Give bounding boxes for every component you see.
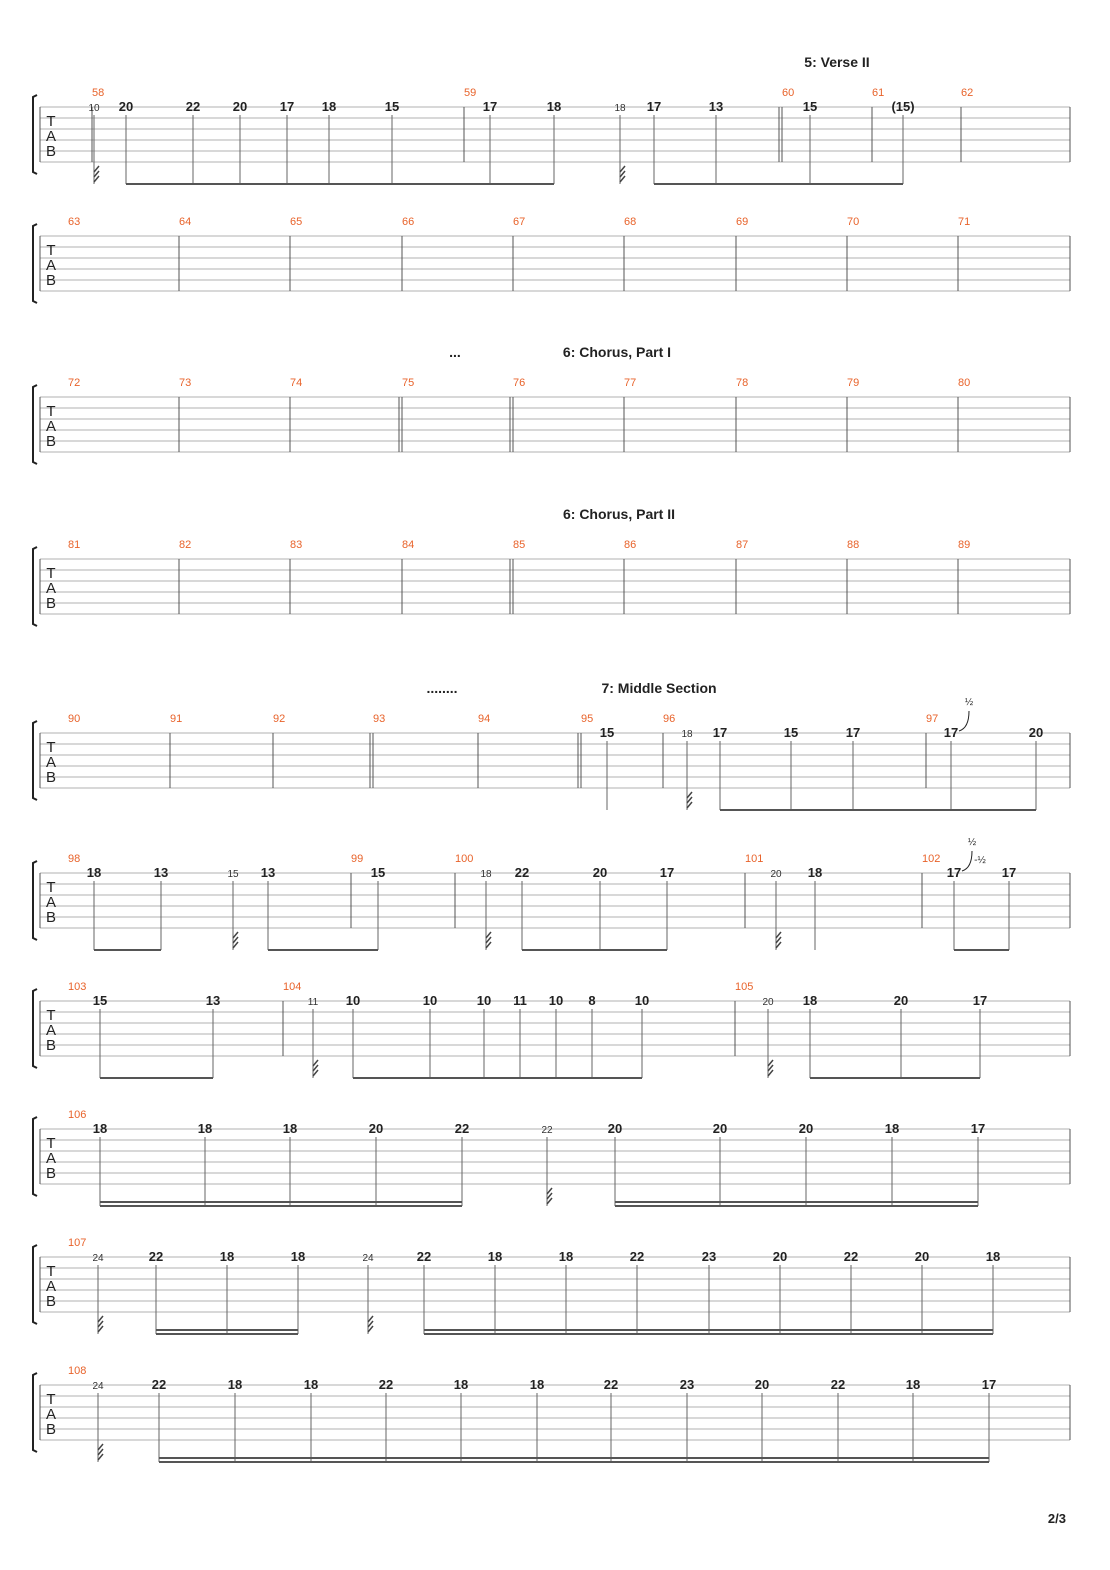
tab-clef-letter: A: [45, 1406, 57, 1423]
bend-arrow: [962, 851, 972, 871]
note-fret: 17: [279, 99, 295, 114]
note-fret: 22: [148, 1249, 164, 1264]
note-fret: 22: [378, 1377, 394, 1392]
tab-system: [33, 1365, 1070, 1462]
measure-number: 80: [958, 377, 971, 389]
grace-note-fret: 24: [92, 1381, 104, 1392]
note-fret: 17: [981, 1377, 997, 1392]
measure-number: 87: [736, 539, 749, 551]
grace-note-fret: 18: [681, 729, 693, 740]
measure-number: 79: [847, 377, 860, 389]
note-fret: 18: [227, 1377, 243, 1392]
tab-clef-letter: T: [46, 739, 56, 756]
note-fret: 22: [843, 1249, 859, 1264]
system-bracket: [33, 224, 37, 303]
measure-number: 89: [958, 539, 971, 551]
measure-number: 101: [745, 853, 764, 865]
tab-system: [33, 539, 1070, 626]
note-fret: 15: [92, 993, 108, 1008]
tab-clef-letter: A: [45, 894, 57, 911]
measure-number: 69: [736, 216, 749, 228]
measure-number: 77: [624, 377, 637, 389]
section-marker: 6: Chorus, Part I: [562, 344, 672, 360]
note-fret: 20: [893, 993, 909, 1008]
note-fret: 23: [679, 1377, 695, 1392]
note-fret: 15: [384, 99, 400, 114]
tab-clef-letter: T: [46, 565, 56, 582]
note-fret: 22: [629, 1249, 645, 1264]
grace-note-fret: 20: [762, 997, 774, 1008]
note-fret: 18: [487, 1249, 503, 1264]
tab-clef-letter: T: [46, 879, 56, 896]
note-fret: 20: [232, 99, 248, 114]
note-fret: (15): [891, 99, 915, 114]
note-fret: 17: [482, 99, 498, 114]
measure-number: 84: [402, 539, 415, 551]
note-fret: 10: [345, 993, 361, 1008]
grace-note-fret: 11: [307, 997, 319, 1008]
measure-number: 85: [513, 539, 526, 551]
measure-number: 82: [179, 539, 192, 551]
measure-number: 78: [736, 377, 749, 389]
tab-system: [33, 697, 1070, 810]
tab-system: [33, 87, 1070, 184]
note-fret: 10: [422, 993, 438, 1008]
note-fret: 18: [303, 1377, 319, 1392]
tab-clef-letter: A: [45, 418, 57, 435]
tab-clef-letter: A: [45, 1150, 57, 1167]
note-fret: 18: [884, 1121, 900, 1136]
measure-number: 74: [290, 377, 303, 389]
measure-number: 62: [961, 87, 974, 99]
measure-number: 90: [68, 713, 81, 725]
note-fret: 8: [588, 993, 596, 1008]
measure-number: 105: [735, 981, 754, 993]
measure-number: 94: [478, 713, 491, 725]
tab-clef-letter: B: [45, 143, 57, 160]
note-fret: 18: [219, 1249, 235, 1264]
tab-system: [33, 216, 1070, 303]
measure-number: 96: [663, 713, 676, 725]
note-fret: 23: [701, 1249, 717, 1264]
note-fret: 15: [599, 725, 615, 740]
bend-arrow: [959, 711, 969, 731]
note-fret: 15: [783, 725, 799, 740]
section-marker: 7: Middle Section: [601, 680, 717, 696]
tab-system: [33, 1237, 1070, 1334]
measure-number: 72: [68, 377, 81, 389]
note-fret: 18: [802, 993, 818, 1008]
note-fret: 18: [282, 1121, 298, 1136]
systems-layer: [33, 54, 1070, 1462]
note-fret: 18: [197, 1121, 213, 1136]
note-fret: 18: [905, 1377, 921, 1392]
grace-note-fret: 24: [92, 1253, 104, 1264]
note-fret: 17: [646, 99, 662, 114]
tab-clef-letter: T: [46, 1007, 56, 1024]
note-fret: 20: [754, 1377, 770, 1392]
tab-clef-letter: B: [45, 272, 57, 289]
note-fret: 20: [607, 1121, 623, 1136]
release-amount: -½: [974, 855, 986, 866]
system-bracket: [33, 547, 37, 626]
tab-system: [33, 377, 1070, 464]
measure-number: 92: [273, 713, 286, 725]
note-fret: 20: [798, 1121, 814, 1136]
note-fret: 17: [845, 725, 861, 740]
note-fret: 15: [370, 865, 386, 880]
tab-system: [33, 1109, 1070, 1206]
note-fret: 15: [802, 99, 818, 114]
note-fret: 13: [708, 99, 724, 114]
note-fret: 18: [92, 1121, 108, 1136]
measure-number: 99: [351, 853, 364, 865]
measure-number: 103: [68, 981, 87, 993]
page-number: 2/3: [1047, 1511, 1066, 1526]
tab-clef-letter: B: [45, 595, 57, 612]
note-fret: 10: [634, 993, 650, 1008]
bend-amount: ½: [967, 837, 977, 848]
grace-note-fret: 24: [362, 1253, 374, 1264]
system-bracket: [33, 1373, 37, 1452]
note-fret: 13: [205, 993, 221, 1008]
note-fret: 18: [546, 99, 562, 114]
tab-clef-letter: B: [45, 1165, 57, 1182]
system-bracket: [33, 989, 37, 1068]
measure-number: 91: [170, 713, 183, 725]
tab-clef-letter: A: [45, 128, 57, 145]
note-fret: 17: [943, 725, 959, 740]
system-bracket: [33, 1245, 37, 1324]
tab-clef-letter: T: [46, 1263, 56, 1280]
note-fret: 13: [260, 865, 276, 880]
measure-number: 76: [513, 377, 526, 389]
tab-clef-letter: B: [45, 909, 57, 926]
note-fret: 17: [970, 1121, 986, 1136]
note-fret: 20: [1028, 725, 1044, 740]
tab-clef-letter: A: [45, 754, 57, 771]
note-fret: 10: [476, 993, 492, 1008]
measure-number: 65: [290, 216, 303, 228]
measure-number: 107: [68, 1237, 87, 1249]
tab-clef-letter: A: [45, 1278, 57, 1295]
tab-clef-letter: B: [45, 769, 57, 786]
note-fret: 18: [453, 1377, 469, 1392]
tab-clef-letter: A: [45, 580, 57, 597]
note-fret: 20: [592, 865, 608, 880]
note-fret: 17: [972, 993, 988, 1008]
section-marker: ........: [426, 680, 458, 696]
note-fret: 18: [807, 865, 823, 880]
tab-clef-letter: A: [45, 1022, 57, 1039]
system-bracket: [33, 1117, 37, 1196]
measure-number: 67: [513, 216, 526, 228]
note-fret: 22: [416, 1249, 432, 1264]
measure-number: 95: [581, 713, 594, 725]
note-fret: 18: [321, 99, 337, 114]
measure-number: 97: [926, 713, 939, 725]
measure-number: 60: [782, 87, 795, 99]
note-fret: 22: [830, 1377, 846, 1392]
measure-number: 59: [464, 87, 477, 99]
measure-number: 104: [283, 981, 302, 993]
note-fret: 11: [513, 993, 527, 1008]
measure-number: 70: [847, 216, 860, 228]
note-fret: 18: [86, 865, 102, 880]
note-fret: 22: [454, 1121, 470, 1136]
tab-clef-letter: T: [46, 1135, 56, 1152]
note-fret: 20: [914, 1249, 930, 1264]
measure-number: 71: [958, 216, 971, 228]
grace-note-fret: 10: [88, 103, 100, 114]
note-fret: 10: [548, 993, 564, 1008]
measure-number: 64: [179, 216, 192, 228]
measure-number: 61: [872, 87, 885, 99]
bend-amount: ½: [964, 697, 974, 708]
measure-number: 100: [455, 853, 474, 865]
measure-number: 102: [922, 853, 941, 865]
tab-clef-letter: B: [45, 433, 57, 450]
note-fret: 17: [712, 725, 728, 740]
note-fret: 18: [985, 1249, 1001, 1264]
measure-number: 81: [68, 539, 81, 551]
tab-clef-letter: T: [46, 403, 56, 420]
system-bracket: [33, 385, 37, 464]
note-fret: 22: [151, 1377, 167, 1392]
tab-clef-letter: B: [45, 1037, 57, 1054]
measure-number: 86: [624, 539, 637, 551]
note-fret: 13: [153, 865, 169, 880]
note-fret: 20: [118, 99, 134, 114]
measure-number: 83: [290, 539, 303, 551]
measure-number: 108: [68, 1365, 87, 1377]
grace-note-fret: 18: [480, 869, 492, 880]
measure-number: 75: [402, 377, 415, 389]
note-fret: 18: [529, 1377, 545, 1392]
system-bracket: [33, 95, 37, 174]
grace-note-fret: 22: [541, 1125, 553, 1136]
grace-note-fret: 20: [770, 869, 782, 880]
note-fret: 17: [659, 865, 675, 880]
note-fret: 20: [368, 1121, 384, 1136]
section-marker: 6: Chorus, Part II: [562, 506, 676, 522]
measure-number: 88: [847, 539, 860, 551]
system-bracket: [33, 861, 37, 940]
tab-clef-letter: A: [45, 257, 57, 274]
tab-system: [33, 981, 1070, 1078]
section-marker: 5: Verse II: [804, 54, 870, 70]
note-fret: 20: [712, 1121, 728, 1136]
note-fret: 22: [185, 99, 201, 114]
grace-note-fret: 15: [227, 869, 239, 880]
measure-number: 106: [68, 1109, 87, 1121]
note-fret: 18: [290, 1249, 306, 1264]
measure-number: 93: [373, 713, 386, 725]
note-fret: 22: [603, 1377, 619, 1392]
tab-clef-letter: T: [46, 242, 56, 259]
note-fret: 20: [772, 1249, 788, 1264]
system-bracket: [33, 721, 37, 800]
note-fret: 18: [558, 1249, 574, 1264]
tab-clef-letter: T: [46, 1391, 56, 1408]
tab-clef-letter: T: [46, 113, 56, 130]
section-marker: ...: [449, 344, 461, 360]
measure-number: 58: [92, 87, 105, 99]
measure-number: 73: [179, 377, 192, 389]
tab-clef-letter: B: [45, 1293, 57, 1310]
note-fret: 22: [514, 865, 530, 880]
note-fret: 17: [946, 865, 962, 880]
tab-clef-letter: B: [45, 1421, 57, 1438]
note-fret: 17: [1001, 865, 1017, 880]
grace-note-fret: 18: [614, 103, 626, 114]
measure-number: 68: [624, 216, 637, 228]
measure-number: 98: [68, 853, 81, 865]
measure-number: 63: [68, 216, 81, 228]
measure-number: 66: [402, 216, 415, 228]
tab-system: [33, 837, 1070, 950]
